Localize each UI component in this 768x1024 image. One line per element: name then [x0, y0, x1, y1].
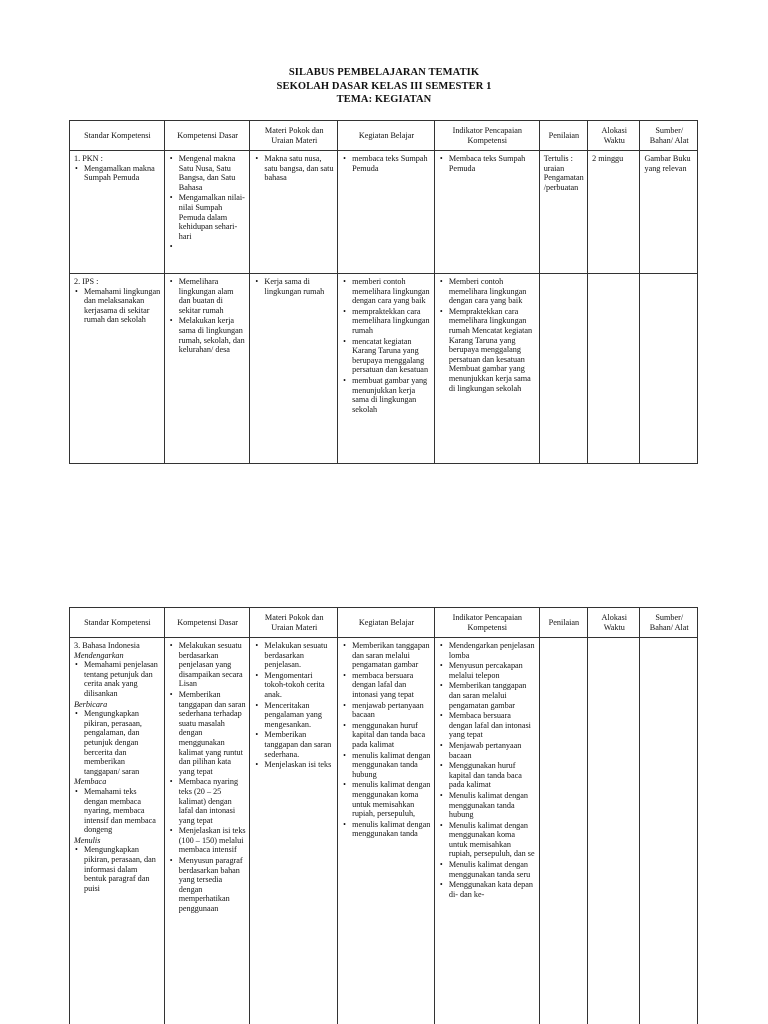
list-item: • Menggunakan kata depan di- dan ke- — [439, 880, 536, 899]
cell-indikator — [434, 638, 539, 1024]
list-item: • Melakukan kerja sama di lingkungan rumah, sekolah, dan kelurahan/ desa — [169, 316, 247, 354]
list-item: • Menjawab pertanyaan bacaan — [439, 741, 536, 760]
list-item: • Mengamalkan nilai-nilai Sumpah Pemuda dalam kehidupan sehari-hari — [169, 193, 247, 241]
header-penilaian: Penilaian — [539, 121, 587, 151]
list-item: • mencatat kegiatan Karang Taruna yang berupaya menggalang persatuan dan kesatuan — [342, 337, 431, 375]
header-materi-pokok: Materi Pokok dan Uraian Materi — [250, 121, 338, 151]
list-item: • Menjelaskan isi teks — [254, 760, 334, 770]
header-materi-pokok: Materi Pokok dan Uraian Materi — [250, 608, 338, 638]
header-sumber: Sumber/ Bahan/ Alat — [640, 121, 698, 151]
list-item: • Membaca nyaring teks (20 – 25 kalimat) dengan lafal dan intonasi yang tepat — [169, 777, 247, 825]
list-item — [169, 242, 247, 252]
list-item: • Menyusun percakapan melalui telepon — [439, 661, 536, 680]
indikator-list — [439, 154, 536, 173]
sk-list — [74, 845, 161, 893]
list-item: • Melakukan sesuatu berdasarkan penjelasan. — [254, 641, 334, 670]
kd-list — [169, 154, 247, 252]
list-item: • Memberikan tanggapan dan saran sederhana terhadap suatu masalah dengan menggunakan kalimat yang runtut dan pilihan kata yang tepat — [169, 690, 247, 776]
cell-materi — [250, 151, 338, 274]
cell-kompetensi-dasar — [164, 638, 250, 1024]
cell-sumber: Gambar Buku yang relevan — [640, 151, 698, 274]
cell-materi — [250, 638, 338, 1024]
list-item: • Menceritakan pengalaman yang mengesankan. — [254, 701, 334, 730]
cell-penilaian: Tertulis : uraian Pengamatan /perbuatan — [539, 151, 587, 274]
list-item: • Memberikan tanggapan dan saran sederhana. — [254, 730, 334, 759]
cell-standar-kompetensi — [70, 638, 165, 1024]
list-item: • Memelihara lingkungan alam dan buatan di sekitar rumah — [169, 277, 247, 315]
syllabus-table-1 — [69, 120, 698, 464]
header-standar-kompetensi: Standar Kompetensi — [70, 121, 165, 151]
list-item: • Memahami lingkungan dan melaksanakan kerjasama di sekitar rumah dan sekolah — [74, 287, 161, 325]
list-item: • menulis kalimat dengan menggunakan tanda hubung — [342, 751, 431, 780]
skill-label: Membaca — [74, 777, 107, 787]
sk-list — [74, 164, 161, 183]
indikator-list — [439, 277, 536, 393]
cell-standar-kompetensi — [70, 274, 165, 464]
list-item: • Mempraktekkan cara memelihara lingkungan rumah Mencatat kegiatan Karang Taruna yang berupaya menggalang persatuan dan kesatuan Membuat gambar yang menunjukkan kerja sama di lingkungan sekolah — [439, 307, 536, 393]
sk-list — [74, 660, 161, 698]
header-indikator: Indikator Pencapaian Kompetensi — [434, 608, 539, 638]
skill-label: Mendengarkan — [74, 650, 124, 660]
cell-penilaian — [539, 274, 587, 464]
list-item: • Membaca teks Sumpah Pemuda — [439, 154, 536, 173]
cell-kegiatan — [338, 638, 435, 1024]
list-item: • membaca bersuara dengan lafal dan intonasi yang tepat — [342, 671, 431, 700]
cell-penilaian — [539, 638, 587, 1024]
table-row — [70, 638, 698, 1024]
materi-list — [254, 277, 334, 296]
sk-list — [74, 787, 161, 835]
header-indikator: Indikator Pencapaian Kompetensi — [434, 121, 539, 151]
title-line-3: TEMA: KEGIATAN — [336, 94, 432, 105]
title-line-2: SEKOLAH DASAR KELAS III SEMESTER 1 — [276, 80, 492, 92]
list-item: • Memberikan tanggapan dan saran melalui pengamatan gambar — [439, 681, 536, 710]
list-item: • mempraktekkan cara memelihara lingkungan rumah — [342, 307, 431, 336]
skill-label: Menulis — [74, 835, 101, 845]
kegiatan-list — [342, 277, 431, 414]
header-sumber: Sumber/ Bahan/ Alat — [640, 608, 698, 638]
table-header-row — [70, 608, 698, 638]
list-item: • Menulis kalimat dengan menggunakan tanda hubung — [439, 791, 536, 820]
list-item: • membuat gambar yang menunjukkan kerja sama di lingkungan sekolah — [342, 376, 431, 414]
document-title — [0, 66, 768, 107]
list-item: • Mendengarkan penjelasan lomba — [439, 641, 536, 660]
list-item: • Mengenal makna Satu Nusa, Satu Bangsa, dan Satu Bahasa — [169, 154, 247, 192]
list-item: • Melakukan sesuatu berdasarkan penjelasan yang disampaikan secara Lisan — [169, 641, 247, 689]
cell-kompetensi-dasar — [164, 274, 250, 464]
list-item: • Membaca bersuara dengan lafal dan intonasi yang tepat — [439, 711, 536, 740]
cell-sumber — [640, 638, 698, 1024]
list-item: • memberi contoh memelihara lingkungan dengan cara yang baik — [342, 277, 431, 306]
indikator-list — [439, 641, 536, 899]
header-alokasi-waktu: Alokasi Waktu — [588, 608, 640, 638]
list-item: • membaca teks Sumpah Pemuda — [342, 154, 431, 173]
header-standar-kompetensi: Standar Kompetensi — [70, 608, 165, 638]
title-line-1: SILABUS PEMBELAJARAN TEMATIK — [288, 67, 480, 78]
cell-materi — [250, 274, 338, 464]
sk-list — [74, 287, 161, 325]
list-item: • Menggunakan huruf kapital dan tanda baca pada kalimat — [439, 761, 536, 790]
cell-indikator — [434, 151, 539, 274]
list-item: • menulis kalimat dengan menggunakan koma untuk memisahkan rupiah, persepuluh, — [342, 780, 431, 818]
subject-title: 3. Bahasa Indonesia — [74, 641, 140, 650]
subject-title: 2. IPS : — [74, 277, 99, 286]
kd-list — [169, 277, 247, 355]
cell-kegiatan — [338, 274, 435, 464]
list-item: • Kerja sama di lingkungan rumah — [254, 277, 334, 296]
list-item: • Menjelaskan isi teks (100 – 150) melalui membaca intensif — [169, 826, 247, 855]
cell-kegiatan — [338, 151, 435, 274]
cell-alokasi-waktu — [588, 638, 640, 1024]
header-kompetensi-dasar: Kompetensi Dasar — [164, 121, 250, 151]
kegiatan-list — [342, 641, 431, 839]
list-item: • Menulis kalimat dengan menggunakan koma untuk memisahkan rupiah, persepuluh, dan se — [439, 821, 536, 859]
materi-list — [254, 641, 334, 770]
list-item: • menggunakan huruf kapital dan tanda baca pada kalimat — [342, 721, 431, 750]
cell-alokasi-waktu: 2 minggu — [588, 151, 640, 274]
list-item: • menjawab pertanyaan bacaan — [342, 701, 431, 720]
list-item: • Mengungkapkan pikiran, perasaan, dan informasi dalam bentuk paragraf dan puisi — [74, 845, 161, 893]
cell-alokasi-waktu — [588, 274, 640, 464]
subject-title: 1. PKN : — [74, 154, 103, 163]
header-kompetensi-dasar: Kompetensi Dasar — [164, 608, 250, 638]
list-item: • Mengungkapkan pikiran, perasaan, pengalaman, dan petunjuk dengan bercerita dan memberikan tanggapan/ saran — [74, 709, 161, 776]
cell-indikator — [434, 274, 539, 464]
list-item: • Memahami penjelasan tentang petunjuk dan cerita anak yang dilisankan — [74, 660, 161, 698]
header-kegiatan-belajar: Kegiatan Belajar — [338, 121, 435, 151]
skill-label: Berbicara — [74, 699, 108, 709]
materi-list — [254, 154, 334, 183]
list-item: • Memberi contoh memelihara lingkungan dengan cara yang baik — [439, 277, 536, 306]
header-penilaian: Penilaian — [539, 608, 587, 638]
list-item: • Mengamalkan makna Sumpah Pemuda — [74, 164, 161, 183]
table-row — [70, 151, 698, 274]
table-header-row — [70, 121, 698, 151]
header-alokasi-waktu: Alokasi Waktu — [588, 121, 640, 151]
list-item: • Memahami teks dengan membaca nyaring, membaca intensif dan membaca dongeng — [74, 787, 161, 835]
list-item: • menulis kalimat dengan menggunakan tanda — [342, 820, 431, 839]
list-item: • Makna satu nusa, satu bangsa, dan satu bahasa — [254, 154, 334, 183]
header-kegiatan-belajar: Kegiatan Belajar — [338, 608, 435, 638]
cell-sumber — [640, 274, 698, 464]
cell-standar-kompetensi — [70, 151, 165, 274]
kegiatan-list — [342, 154, 431, 173]
list-item: • Mengomentari tokoh-tokoh cerita anak. — [254, 671, 334, 700]
table-row — [70, 274, 698, 464]
cell-kompetensi-dasar — [164, 151, 250, 274]
list-item: • Memberikan tanggapan dan saran melalui pengamatan gambar — [342, 641, 431, 670]
sk-list — [74, 709, 161, 776]
list-item: • Menyusun paragraf berdasarkan bahan yang tersedia dengan memperhatikan penggunaan — [169, 856, 247, 914]
list-item: • Menulis kalimat dengan menggunakan tanda seru — [439, 860, 536, 879]
syllabus-table-2 — [69, 607, 698, 1024]
kd-list — [169, 641, 247, 914]
